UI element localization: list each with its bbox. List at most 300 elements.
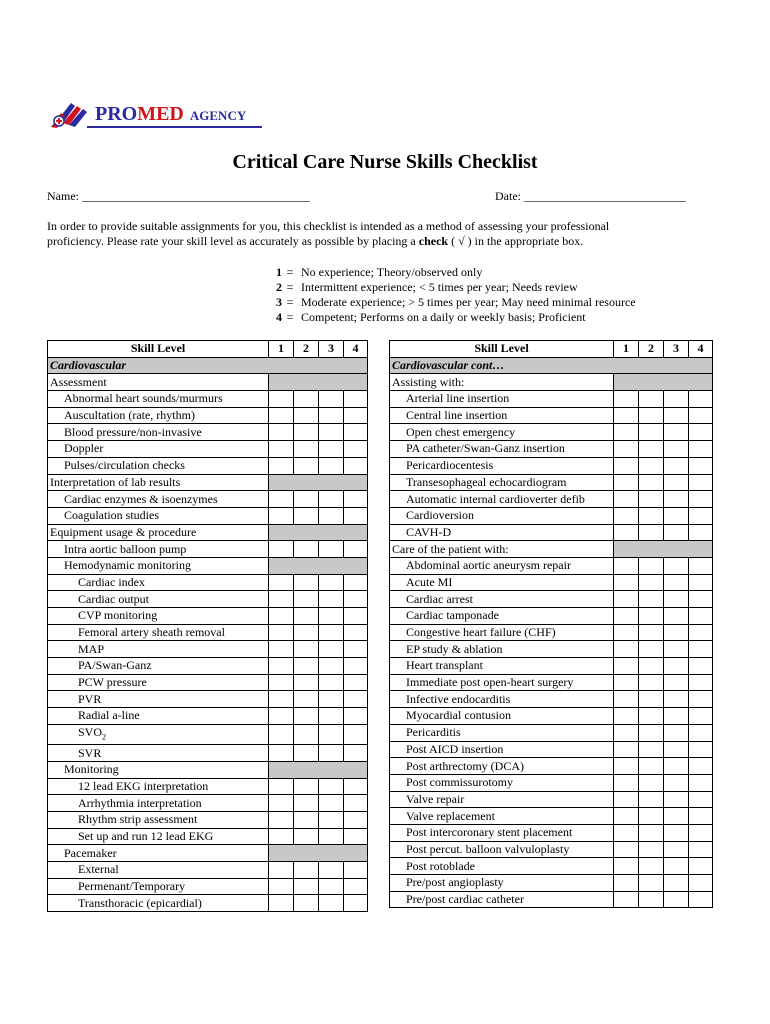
skill-label: External <box>48 862 269 879</box>
rating-box-1[interactable] <box>614 741 639 758</box>
intro-line-2: proficiency. Please rate your skill level as accurately as possible by placing a check ( √ ) in the appropriate box. <box>47 234 584 248</box>
rating-box-4[interactable] <box>344 658 368 675</box>
rating-box-4[interactable] <box>344 691 368 708</box>
rating-box-3[interactable] <box>664 507 689 524</box>
rating-box-3[interactable] <box>319 608 344 625</box>
rating-box-1[interactable] <box>269 745 294 762</box>
rating-box-1[interactable] <box>614 507 639 524</box>
rating-box-2[interactable] <box>294 491 319 508</box>
rating-box-4[interactable] <box>344 878 368 895</box>
rating-box-3[interactable] <box>319 491 344 508</box>
rating-box-2[interactable] <box>639 708 664 725</box>
scale-key: 3 <box>276 295 282 309</box>
level-2-header: 2 <box>294 341 319 358</box>
rating-box-3[interactable] <box>664 791 689 808</box>
skill-label: Coagulation studies <box>48 507 269 524</box>
rating-box-1[interactable] <box>269 608 294 625</box>
rating-box-4[interactable] <box>689 574 713 591</box>
rating-box-1[interactable] <box>614 407 639 424</box>
rating-box-2[interactable] <box>639 741 664 758</box>
rating-box-4[interactable] <box>689 741 713 758</box>
skill-label: Heart transplant <box>390 658 614 675</box>
group-row <box>390 541 713 558</box>
hands-icon <box>47 97 93 129</box>
table-header <box>48 341 368 358</box>
skill-label: PCW pressure <box>48 674 269 691</box>
rating-box-1[interactable] <box>614 875 639 892</box>
rating-box-4[interactable] <box>344 624 368 641</box>
rating-box-1[interactable] <box>269 391 294 408</box>
logo-underline <box>87 126 262 128</box>
rating-box-2[interactable] <box>639 641 664 658</box>
skill-label: Post commissurotomy <box>390 774 614 791</box>
skill-label: CAVH-D <box>390 524 614 541</box>
rating-box-3[interactable] <box>319 457 344 474</box>
rating-box-1[interactable] <box>269 658 294 675</box>
rating-box-4[interactable] <box>689 524 713 541</box>
rating-box-2[interactable] <box>639 491 664 508</box>
rating-box-2[interactable] <box>639 424 664 441</box>
skill-row <box>48 895 368 912</box>
rating-box-4[interactable] <box>689 591 713 608</box>
rating-box-1[interactable] <box>614 691 639 708</box>
skill-row <box>390 624 713 641</box>
rating-box-1[interactable] <box>614 608 639 625</box>
skill-row <box>48 862 368 879</box>
rating-box-3[interactable] <box>319 507 344 524</box>
skill-row <box>48 828 368 845</box>
rating-box-1[interactable] <box>269 457 294 474</box>
rating-box-3[interactable] <box>664 674 689 691</box>
rating-box-4[interactable] <box>689 608 713 625</box>
rating-box-3[interactable] <box>664 441 689 458</box>
skill-row <box>390 591 713 608</box>
rating-box-1[interactable] <box>614 574 639 591</box>
table-header <box>390 341 713 358</box>
rating-box-1[interactable] <box>269 811 294 828</box>
skill-row <box>48 691 368 708</box>
rating-box-3[interactable] <box>664 574 689 591</box>
rating-box-2[interactable] <box>639 524 664 541</box>
rating-box-3[interactable] <box>319 624 344 641</box>
rating-box-1[interactable] <box>614 441 639 458</box>
rating-box-1[interactable] <box>614 808 639 825</box>
rating-box-1[interactable] <box>614 708 639 725</box>
rating-box-1[interactable] <box>614 674 639 691</box>
rating-box-2[interactable] <box>294 745 319 762</box>
group-row <box>48 761 368 778</box>
skill-label: Infective endocarditis <box>390 691 614 708</box>
rating-box-3[interactable] <box>319 441 344 458</box>
shaded-cell <box>269 374 368 391</box>
rating-box-1[interactable] <box>269 778 294 795</box>
rating-box-4[interactable] <box>344 441 368 458</box>
rating-box-3[interactable] <box>664 391 689 408</box>
rating-box-3[interactable] <box>319 778 344 795</box>
rating-box-1[interactable] <box>269 441 294 458</box>
rating-box-2[interactable] <box>639 841 664 858</box>
rating-box-2[interactable] <box>639 407 664 424</box>
rating-box-4[interactable] <box>344 507 368 524</box>
rating-box-3[interactable] <box>664 524 689 541</box>
skill-label: EP study & ablation <box>390 641 614 658</box>
rating-box-1[interactable] <box>269 795 294 812</box>
rating-box-2[interactable] <box>294 457 319 474</box>
rating-box-4[interactable] <box>344 795 368 812</box>
rating-box-2[interactable] <box>294 674 319 691</box>
scale-row <box>270 265 636 280</box>
rating-box-3[interactable] <box>319 391 344 408</box>
rating-box-3[interactable] <box>664 641 689 658</box>
skill-label: Set up and run 12 lead EKG <box>48 828 269 845</box>
rating-box-2[interactable] <box>639 674 664 691</box>
rating-box-2[interactable] <box>639 591 664 608</box>
rating-box-3[interactable] <box>664 424 689 441</box>
rating-box-2[interactable] <box>639 441 664 458</box>
rating-box-3[interactable] <box>664 407 689 424</box>
rating-box-4[interactable] <box>689 424 713 441</box>
rating-box-2[interactable] <box>639 574 664 591</box>
rating-box-3[interactable] <box>664 658 689 675</box>
skill-label: Pulses/circulation checks <box>48 457 269 474</box>
rating-box-4[interactable] <box>344 862 368 879</box>
rating-box-3[interactable] <box>319 862 344 879</box>
rating-box-1[interactable] <box>269 828 294 845</box>
rating-box-2[interactable] <box>639 557 664 574</box>
scale-row <box>270 310 636 325</box>
rating-box-1[interactable] <box>269 708 294 725</box>
skill-label: Post rotoblade <box>390 858 614 875</box>
scale-equals: = <box>286 295 294 309</box>
rating-box-1[interactable] <box>614 557 639 574</box>
rating-box-4[interactable] <box>344 811 368 828</box>
rating-box-1[interactable] <box>269 591 294 608</box>
rating-box-2[interactable] <box>294 608 319 625</box>
rating-box-2[interactable] <box>639 858 664 875</box>
rating-box-3[interactable] <box>664 858 689 875</box>
rating-box-3[interactable] <box>664 691 689 708</box>
rating-box-2[interactable] <box>639 624 664 641</box>
rating-box-3[interactable] <box>664 457 689 474</box>
rating-box-1[interactable] <box>614 791 639 808</box>
rating-box-4[interactable] <box>344 407 368 424</box>
rating-box-1[interactable] <box>269 674 294 691</box>
rating-box-3[interactable] <box>664 891 689 908</box>
rating-box-3[interactable] <box>664 491 689 508</box>
logo-wordmark: PROMED AGENCY <box>95 103 247 125</box>
rating-box-4[interactable] <box>689 841 713 858</box>
skill-row <box>48 441 368 458</box>
skill-row <box>48 574 368 591</box>
rating-box-2[interactable] <box>639 507 664 524</box>
skill-label: Post arthrectomy (DCA) <box>390 758 614 775</box>
rating-box-3[interactable] <box>319 895 344 912</box>
page-title: Critical Care Nurse Skills Checklist <box>232 151 538 173</box>
rating-box-2[interactable] <box>639 474 664 491</box>
rating-box-3[interactable] <box>664 557 689 574</box>
rating-box-3[interactable] <box>319 708 344 725</box>
rating-box-4[interactable] <box>689 474 713 491</box>
rating-box-2[interactable] <box>639 875 664 892</box>
rating-box-4[interactable] <box>689 557 713 574</box>
skill-label: PA/Swan-Ganz <box>48 658 269 675</box>
rating-box-2[interactable] <box>639 824 664 841</box>
scale-equals: = <box>286 265 294 279</box>
rating-box-3[interactable] <box>319 795 344 812</box>
rating-box-2[interactable] <box>639 608 664 625</box>
skill-label: Post percut. balloon valvuloplasty <box>390 841 614 858</box>
rating-box-1[interactable] <box>614 891 639 908</box>
skill-label: Central line insertion <box>390 407 614 424</box>
rating-box-2[interactable] <box>294 424 319 441</box>
rating-box-4[interactable] <box>344 591 368 608</box>
rating-box-4[interactable] <box>689 824 713 841</box>
rating-box-4[interactable] <box>689 774 713 791</box>
rating-box-3[interactable] <box>664 724 689 741</box>
rating-box-4[interactable] <box>689 507 713 524</box>
rating-box-3[interactable] <box>319 407 344 424</box>
rating-box-2[interactable] <box>639 724 664 741</box>
skill-label: Cardiac output <box>48 591 269 608</box>
rating-box-2[interactable] <box>294 811 319 828</box>
rating-box-2[interactable] <box>639 457 664 474</box>
rating-box-3[interactable] <box>664 758 689 775</box>
skill-label: Radial a-line <box>48 708 269 725</box>
rating-box-1[interactable] <box>269 491 294 508</box>
skill-level-header: Skill Level <box>48 341 269 358</box>
rating-box-4[interactable] <box>344 457 368 474</box>
rating-box-3[interactable] <box>664 875 689 892</box>
rating-box-4[interactable] <box>344 828 368 845</box>
rating-box-4[interactable] <box>344 391 368 408</box>
rating-box-1[interactable] <box>614 491 639 508</box>
rating-box-4[interactable] <box>344 895 368 912</box>
rating-box-4[interactable] <box>689 441 713 458</box>
rating-box-3[interactable] <box>319 745 344 762</box>
skill-row <box>48 878 368 895</box>
rating-box-2[interactable] <box>294 828 319 845</box>
rating-box-4[interactable] <box>689 491 713 508</box>
rating-box-4[interactable] <box>344 641 368 658</box>
skill-row <box>390 691 713 708</box>
rating-box-1[interactable] <box>614 457 639 474</box>
skill-row <box>390 858 713 875</box>
rating-box-3[interactable] <box>664 624 689 641</box>
skill-row <box>48 641 368 658</box>
rating-box-4[interactable] <box>344 424 368 441</box>
rating-box-2[interactable] <box>294 574 319 591</box>
rating-box-3[interactable] <box>319 541 344 558</box>
rating-box-4[interactable] <box>689 791 713 808</box>
group-row <box>48 557 368 574</box>
rating-box-3[interactable] <box>664 591 689 608</box>
skill-label: Acute MI <box>390 574 614 591</box>
rating-box-4[interactable] <box>344 491 368 508</box>
rating-box-3[interactable] <box>319 724 344 744</box>
rating-box-1[interactable] <box>269 878 294 895</box>
rating-box-4[interactable] <box>689 641 713 658</box>
rating-box-1[interactable] <box>269 895 294 912</box>
rating-box-2[interactable] <box>294 778 319 795</box>
rating-box-3[interactable] <box>319 691 344 708</box>
rating-box-1[interactable] <box>269 541 294 558</box>
rating-box-2[interactable] <box>294 708 319 725</box>
rating-box-4[interactable] <box>344 708 368 725</box>
rating-box-2[interactable] <box>294 795 319 812</box>
rating-box-2[interactable] <box>639 391 664 408</box>
shaded-cell <box>614 541 713 558</box>
rating-box-1[interactable] <box>614 858 639 875</box>
rating-box-2[interactable] <box>294 878 319 895</box>
rating-box-3[interactable] <box>319 878 344 895</box>
rating-box-3[interactable] <box>319 674 344 691</box>
rating-box-1[interactable] <box>269 507 294 524</box>
skill-label: Congestive heart failure (CHF) <box>390 624 614 641</box>
rating-box-3[interactable] <box>319 811 344 828</box>
rating-box-4[interactable] <box>689 457 713 474</box>
shaded-cell <box>269 761 368 778</box>
rating-box-1[interactable] <box>269 574 294 591</box>
rating-box-4[interactable] <box>689 708 713 725</box>
rating-box-1[interactable] <box>614 641 639 658</box>
level-1-header: 1 <box>269 341 294 358</box>
rating-box-2[interactable] <box>294 658 319 675</box>
rating-box-1[interactable] <box>614 774 639 791</box>
rating-box-1[interactable] <box>614 624 639 641</box>
rating-box-1[interactable] <box>614 841 639 858</box>
rating-box-2[interactable] <box>294 507 319 524</box>
rating-box-3[interactable] <box>664 841 689 858</box>
rating-box-1[interactable] <box>614 724 639 741</box>
rating-box-2[interactable] <box>294 407 319 424</box>
rating-box-2[interactable] <box>294 541 319 558</box>
rating-box-2[interactable] <box>639 658 664 675</box>
rating-box-3[interactable] <box>664 741 689 758</box>
rating-box-2[interactable] <box>294 691 319 708</box>
rating-box-2[interactable] <box>639 774 664 791</box>
rating-box-1[interactable] <box>614 474 639 491</box>
scale-text: No experience; Theory/observed only <box>301 265 483 279</box>
rating-box-4[interactable] <box>344 724 368 744</box>
rating-box-1[interactable] <box>269 862 294 879</box>
skills-table-left <box>47 340 368 912</box>
skill-row <box>390 608 713 625</box>
rating-box-3[interactable] <box>664 774 689 791</box>
rating-box-4[interactable] <box>689 407 713 424</box>
skill-row <box>48 591 368 608</box>
name-field[interactable]: Name: ______________________________________ <box>47 189 310 203</box>
rating-box-3[interactable] <box>319 574 344 591</box>
rating-box-3[interactable] <box>319 828 344 845</box>
rating-box-4[interactable] <box>689 724 713 741</box>
rating-box-4[interactable] <box>344 778 368 795</box>
skill-row <box>390 441 713 458</box>
rating-box-3[interactable] <box>319 424 344 441</box>
rating-box-4[interactable] <box>344 608 368 625</box>
rating-box-2[interactable] <box>639 791 664 808</box>
rating-box-1[interactable] <box>614 591 639 608</box>
rating-box-4[interactable] <box>689 691 713 708</box>
rating-box-4[interactable] <box>344 574 368 591</box>
rating-box-1[interactable] <box>269 641 294 658</box>
rating-box-4[interactable] <box>689 674 713 691</box>
rating-box-4[interactable] <box>689 658 713 675</box>
rating-box-3[interactable] <box>664 708 689 725</box>
rating-box-4[interactable] <box>344 745 368 762</box>
level-3-header: 3 <box>319 341 344 358</box>
rating-box-3[interactable] <box>664 824 689 841</box>
rating-box-1[interactable] <box>614 524 639 541</box>
rating-box-4[interactable] <box>689 875 713 892</box>
rating-box-2[interactable] <box>294 724 319 744</box>
rating-box-2[interactable] <box>294 624 319 641</box>
rating-box-2[interactable] <box>294 391 319 408</box>
rating-box-3[interactable] <box>319 641 344 658</box>
rating-box-2[interactable] <box>639 691 664 708</box>
rating-box-4[interactable] <box>344 541 368 558</box>
skill-row <box>390 875 713 892</box>
skill-label: Auscultation (rate, rhythm) <box>48 407 269 424</box>
rating-box-2[interactable] <box>639 891 664 908</box>
scale-equals: = <box>286 310 294 324</box>
rating-box-1[interactable] <box>614 391 639 408</box>
skill-row <box>48 795 368 812</box>
rating-box-3[interactable] <box>664 608 689 625</box>
rating-box-1[interactable] <box>269 724 294 744</box>
rating-box-4[interactable] <box>689 808 713 825</box>
rating-box-4[interactable] <box>689 891 713 908</box>
skill-label: Pericarditis <box>390 724 614 741</box>
date-field[interactable]: Date: ___________________________ <box>495 189 686 203</box>
rating-box-3[interactable] <box>664 474 689 491</box>
rating-box-2[interactable] <box>639 758 664 775</box>
rating-box-4[interactable] <box>689 391 713 408</box>
rating-box-4[interactable] <box>689 858 713 875</box>
group-label: Hemodynamic monitoring <box>48 557 269 574</box>
rating-box-3[interactable] <box>664 808 689 825</box>
rating-box-3[interactable] <box>319 658 344 675</box>
rating-box-3[interactable] <box>319 591 344 608</box>
rating-box-4[interactable] <box>689 624 713 641</box>
rating-box-2[interactable] <box>294 591 319 608</box>
shaded-cell <box>614 374 713 391</box>
rating-box-1[interactable] <box>269 624 294 641</box>
rating-box-1[interactable] <box>614 824 639 841</box>
shaded-cell <box>269 474 368 491</box>
skill-row <box>390 407 713 424</box>
skill-row <box>390 724 713 741</box>
rating-box-2[interactable] <box>294 862 319 879</box>
rating-box-2[interactable] <box>294 895 319 912</box>
rating-box-1[interactable] <box>269 407 294 424</box>
rating-box-1[interactable] <box>614 658 639 675</box>
rating-box-2[interactable] <box>294 641 319 658</box>
rating-box-1[interactable] <box>614 758 639 775</box>
level-1-header: 1 <box>614 341 639 358</box>
skill-row <box>390 507 713 524</box>
rating-box-1[interactable] <box>269 691 294 708</box>
skill-row <box>390 708 713 725</box>
skill-label: Arterial line insertion <box>390 391 614 408</box>
rating-box-1[interactable] <box>614 424 639 441</box>
group-label: Equipment usage & procedure <box>48 524 269 541</box>
rating-box-1[interactable] <box>269 424 294 441</box>
rating-box-2[interactable] <box>639 808 664 825</box>
rating-box-2[interactable] <box>294 441 319 458</box>
category-label: Cardiovascular <box>48 357 368 374</box>
rating-box-4[interactable] <box>689 758 713 775</box>
rating-box-4[interactable] <box>344 674 368 691</box>
